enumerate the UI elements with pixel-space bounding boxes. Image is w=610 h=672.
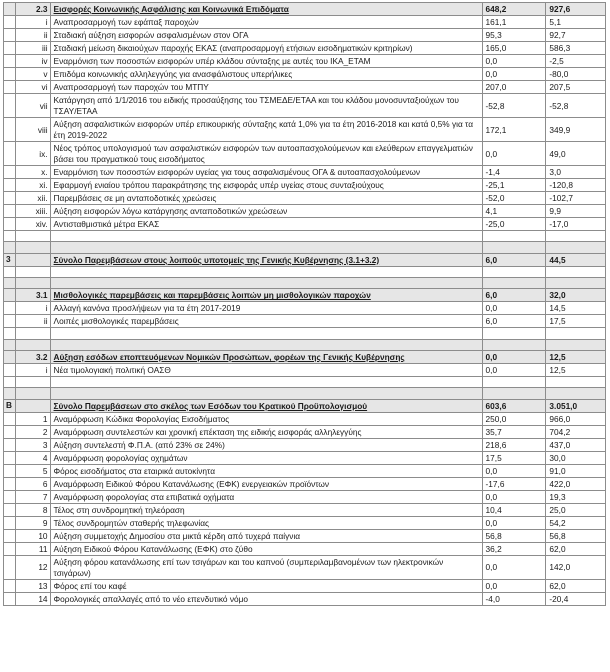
- value-total-cell: 12,5: [546, 364, 606, 377]
- value-total-cell: [546, 328, 606, 339]
- value-total-cell: 3.051,0: [546, 399, 606, 412]
- table-row: [4, 412, 606, 425]
- item-number-cell: i: [15, 16, 50, 29]
- item-number-cell: 9: [15, 516, 50, 529]
- table-row: [4, 118, 606, 142]
- item-number-cell: 14: [15, 592, 50, 605]
- budget-measures-sheet: [3, 2, 606, 606]
- value-total-cell: [546, 266, 606, 277]
- section-cell: [4, 179, 16, 192]
- description-cell: Κατάργηση από 1/1/2016 του ειδικής προσαύξησης του ΤΣΜΕΔΕ/ΕΤΑΑ και του κλάδου μονοσυνταξιούχων του ΤΣΑΥ/ΕΤΑΑ: [50, 94, 482, 118]
- value-2016-cell: 0,0: [482, 490, 546, 503]
- description-cell: Αναπροσαρμογή των εφάπαξ παροχών: [50, 16, 482, 29]
- description-cell: Εισφορές Κοινωνικής Ασφάλισης και Κοινωνικά Επιδόματα: [50, 3, 482, 16]
- item-number-cell: xiv.: [15, 218, 50, 231]
- section-cell: [4, 438, 16, 451]
- description-cell: Αναμόρφωση Ειδικού Φόρου Κατανάλωσης (ΕΦΚ) ενεργειακών προϊόντων: [50, 477, 482, 490]
- value-2016-cell: -52,0: [482, 192, 546, 205]
- value-total-cell: 56,8: [546, 529, 606, 542]
- value-2016-cell: [482, 278, 546, 289]
- section-cell: [4, 242, 16, 253]
- value-2016-cell: 207,0: [482, 81, 546, 94]
- description-cell: [50, 231, 482, 242]
- value-2016-cell: 165,0: [482, 42, 546, 55]
- section-cell: [4, 516, 16, 529]
- table-row: [4, 542, 606, 555]
- value-2016-cell: 6,0: [482, 289, 546, 302]
- description-cell: Αναμόρφωση συντελεστών και χρονική επέκταση της ειδικής εισφοράς αλληλεγγύης: [50, 425, 482, 438]
- table-row: [4, 579, 606, 592]
- item-number-cell: [15, 388, 50, 399]
- value-total-cell: 17,5: [546, 315, 606, 328]
- section-cell: [4, 477, 16, 490]
- section-cell: [4, 542, 16, 555]
- item-number-cell: i: [15, 302, 50, 315]
- section-cell: [4, 315, 16, 328]
- value-total-cell: 91,0: [546, 464, 606, 477]
- value-total-cell: 25,0: [546, 503, 606, 516]
- value-total-cell: 62,0: [546, 542, 606, 555]
- item-number-cell: 3.1: [15, 289, 50, 302]
- description-cell: Νέος τρόπος υπολογισμού των ασφαλιστικών εισφορών των αυτοαπασχολούμενων και ελεύθερων επαγγελματιών βάσει του πραγματικού τους εισοδήματος: [50, 142, 482, 166]
- value-total-cell: 927,6: [546, 3, 606, 16]
- item-number-cell: vii: [15, 94, 50, 118]
- value-total-cell: -102,7: [546, 192, 606, 205]
- section-cell: [4, 351, 16, 364]
- table-row: [4, 302, 606, 315]
- section-cell: [4, 68, 16, 81]
- item-number-cell: 6: [15, 477, 50, 490]
- value-2016-cell: 218,6: [482, 438, 546, 451]
- table-row: [4, 516, 606, 529]
- section-cell: B: [4, 399, 16, 412]
- value-2016-cell: 4,1: [482, 205, 546, 218]
- value-total-cell: 3,0: [546, 166, 606, 179]
- description-cell: Φόρος εισοδήματος στα εταιρικά αυτοκίνητα: [50, 464, 482, 477]
- value-2016-cell: -52,8: [482, 94, 546, 118]
- table-row: [4, 477, 606, 490]
- item-number-cell: [15, 231, 50, 242]
- table-body: [4, 3, 606, 606]
- section-cell: [4, 118, 16, 142]
- value-2016-cell: [482, 388, 546, 399]
- description-cell: Αλλαγή κανόνα προσλήψεων για τα έτη 2017-2019: [50, 302, 482, 315]
- value-total-cell: 142,0: [546, 555, 606, 579]
- value-total-cell: [546, 388, 606, 399]
- value-total-cell: 966,0: [546, 412, 606, 425]
- item-number-cell: 2: [15, 425, 50, 438]
- table-row: [4, 218, 606, 231]
- item-number-cell: iv: [15, 55, 50, 68]
- section-cell: [4, 3, 16, 16]
- section-header-row: [4, 3, 606, 16]
- value-2016-cell: -25,1: [482, 179, 546, 192]
- value-total-cell: [546, 242, 606, 253]
- value-2016-cell: -4,0: [482, 592, 546, 605]
- value-total-cell: 5,1: [546, 16, 606, 29]
- table-row: [4, 555, 606, 579]
- description-cell: Λοιπές μισθολογικές παρεμβάσεις: [50, 315, 482, 328]
- item-number-cell: ix.: [15, 142, 50, 166]
- item-number-cell: 1: [15, 412, 50, 425]
- value-2016-cell: [482, 339, 546, 350]
- section-cell: [4, 166, 16, 179]
- table-row: [4, 490, 606, 503]
- value-2016-cell: 6,0: [482, 315, 546, 328]
- table-row: [4, 142, 606, 166]
- description-cell: Αύξηση ασφαλιστικών εισφορών υπέρ επικουρικής σύνταξης κατά 1,0% για τα έτη 2016-2018 και κατά 0,5% για τα έτη 2019-2022: [50, 118, 482, 142]
- value-2016-cell: [482, 377, 546, 388]
- value-2016-cell: 0,0: [482, 55, 546, 68]
- value-total-cell: 92,7: [546, 29, 606, 42]
- item-number-cell: 12: [15, 555, 50, 579]
- value-2016-cell: 35,7: [482, 425, 546, 438]
- value-2016-cell: 0,0: [482, 351, 546, 364]
- item-number-cell: [15, 266, 50, 277]
- item-number-cell: viii: [15, 118, 50, 142]
- value-2016-cell: -25,0: [482, 218, 546, 231]
- table-row: [4, 42, 606, 55]
- value-2016-cell: 648,2: [482, 3, 546, 16]
- value-total-cell: -17,0: [546, 218, 606, 231]
- value-total-cell: 586,3: [546, 42, 606, 55]
- value-2016-cell: 172,1: [482, 118, 546, 142]
- value-2016-cell: 0,0: [482, 364, 546, 377]
- section-cell: [4, 42, 16, 55]
- value-total-cell: 349,9: [546, 118, 606, 142]
- value-total-cell: 12,5: [546, 351, 606, 364]
- section-cell: [4, 555, 16, 579]
- value-total-cell: 437,0: [546, 438, 606, 451]
- section-cell: [4, 339, 16, 350]
- description-cell: Σταδιακή αύξηση εισφορών ασφαλισμένων στον ΟΓΑ: [50, 29, 482, 42]
- section-cell: [4, 364, 16, 377]
- item-number-cell: xii.: [15, 192, 50, 205]
- section-cell: [4, 231, 16, 242]
- item-number-cell: [15, 339, 50, 350]
- description-cell: Παρεμβάσεις σε μη ανταποδοτικές χρεώσεις: [50, 192, 482, 205]
- spacer-row: [4, 377, 606, 388]
- blank-row: [4, 242, 606, 253]
- budget-measures-table: [3, 2, 606, 606]
- section-cell: [4, 192, 16, 205]
- table-row: [4, 364, 606, 377]
- table-row: [4, 464, 606, 477]
- value-total-cell: 207,5: [546, 81, 606, 94]
- value-2016-cell: [482, 242, 546, 253]
- section-cell: [4, 529, 16, 542]
- table-row: [4, 529, 606, 542]
- table-row: [4, 179, 606, 192]
- value-total-cell: [546, 231, 606, 242]
- section-cell: [4, 503, 16, 516]
- item-number-cell: vi: [15, 81, 50, 94]
- section-cell: [4, 302, 16, 315]
- description-cell: Αύξηση φόρου κατανάλωσης επί των τσιγάρων και του καπνού (συμπεριλαμβανομένων των ηλεκτρονικών τσιγάρων): [50, 555, 482, 579]
- value-2016-cell: 10,4: [482, 503, 546, 516]
- value-total-cell: [546, 339, 606, 350]
- value-total-cell: [546, 278, 606, 289]
- value-2016-cell: -17,6: [482, 477, 546, 490]
- value-total-cell: 9,9: [546, 205, 606, 218]
- section-cell: [4, 218, 16, 231]
- blank-row: [4, 388, 606, 399]
- section-cell: [4, 81, 16, 94]
- description-cell: Σύνολο Παρεμβάσεων στο σκέλος των Εσόδων του Κρατικού Προϋπολογισμού: [50, 399, 482, 412]
- value-total-cell: 30,0: [546, 451, 606, 464]
- item-number-cell: iii: [15, 42, 50, 55]
- value-2016-cell: 36,2: [482, 542, 546, 555]
- spacer-row: [4, 231, 606, 242]
- value-2016-cell: 250,0: [482, 412, 546, 425]
- value-total-cell: -80,0: [546, 68, 606, 81]
- value-total-cell: -120,8: [546, 179, 606, 192]
- description-cell: Τέλος συνδρομητών σταθερής τηλεφωνίας: [50, 516, 482, 529]
- value-2016-cell: 603,6: [482, 399, 546, 412]
- description-cell: [50, 266, 482, 277]
- description-cell: [50, 242, 482, 253]
- item-number-cell: i: [15, 364, 50, 377]
- description-cell: Αύξηση συμμετοχής Δημοσίου στα μικτά κέρδη από τυχερά παίγνια: [50, 529, 482, 542]
- blank-row: [4, 339, 606, 350]
- value-total-cell: 49,0: [546, 142, 606, 166]
- description-cell: Σταδιακή μείωση δικαιούχων παροχής ΕΚΑΣ (αναπροσαρμογή ετήσιων εισοδηματικών κριτηρίων): [50, 42, 482, 55]
- section-cell: [4, 142, 16, 166]
- value-2016-cell: 95,3: [482, 29, 546, 42]
- section-cell: [4, 266, 16, 277]
- value-total-cell: 14,5: [546, 302, 606, 315]
- section-cell: [4, 388, 16, 399]
- value-total-cell: 44,5: [546, 253, 606, 266]
- section-cell: [4, 425, 16, 438]
- description-cell: Μισθολογικές παρεμβάσεις και παρεμβάσεις λοιπών μη μισθολογικών παροχών: [50, 289, 482, 302]
- item-number-cell: 13: [15, 579, 50, 592]
- table-row: [4, 29, 606, 42]
- section-cell: [4, 29, 16, 42]
- description-cell: [50, 377, 482, 388]
- blank-row: [4, 278, 606, 289]
- table-row: [4, 503, 606, 516]
- table-row: [4, 438, 606, 451]
- value-2016-cell: 161,1: [482, 16, 546, 29]
- description-cell: [50, 339, 482, 350]
- value-2016-cell: 0,0: [482, 516, 546, 529]
- item-number-cell: xiii.: [15, 205, 50, 218]
- item-number-cell: v: [15, 68, 50, 81]
- value-2016-cell: 6,0: [482, 253, 546, 266]
- value-2016-cell: 0,0: [482, 142, 546, 166]
- section-header-row: [4, 289, 606, 302]
- spacer-row: [4, 328, 606, 339]
- table-row: [4, 592, 606, 605]
- section-cell: 3: [4, 253, 16, 266]
- value-2016-cell: 0,0: [482, 302, 546, 315]
- value-2016-cell: 0,0: [482, 555, 546, 579]
- section-cell: [4, 55, 16, 68]
- table-row: [4, 81, 606, 94]
- item-number-cell: 2.3: [15, 3, 50, 16]
- value-total-cell: 62,0: [546, 579, 606, 592]
- value-2016-cell: 0,0: [482, 68, 546, 81]
- item-number-cell: 4: [15, 451, 50, 464]
- value-2016-cell: 0,0: [482, 464, 546, 477]
- description-cell: Εναρμόνιση των ποσοστών εισφορών υγείας για τους ασφαλισμένους ΟΓΑ & αυτοαπασχολούμενων: [50, 166, 482, 179]
- item-number-cell: [15, 253, 50, 266]
- section-cell: [4, 94, 16, 118]
- section-cell: [4, 579, 16, 592]
- description-cell: Αύξηση συντελεστή Φ.Π.Α. (από 23% σε 24%): [50, 438, 482, 451]
- item-number-cell: x.: [15, 166, 50, 179]
- section-cell: [4, 451, 16, 464]
- value-total-cell: 19,3: [546, 490, 606, 503]
- table-row: [4, 192, 606, 205]
- section-cell: [4, 592, 16, 605]
- item-number-cell: 10: [15, 529, 50, 542]
- item-number-cell: 3.2: [15, 351, 50, 364]
- value-total-cell: -2,5: [546, 55, 606, 68]
- section-header-row: [4, 253, 606, 266]
- section-cell: [4, 328, 16, 339]
- table-row: [4, 425, 606, 438]
- description-cell: Αναπροσαρμογή των παροχών του ΜΤΠΥ: [50, 81, 482, 94]
- section-cell: [4, 490, 16, 503]
- item-number-cell: [15, 328, 50, 339]
- item-number-cell: [15, 242, 50, 253]
- table-row: [4, 315, 606, 328]
- value-total-cell: [546, 377, 606, 388]
- item-number-cell: ii: [15, 29, 50, 42]
- value-2016-cell: 17,5: [482, 451, 546, 464]
- item-number-cell: 5: [15, 464, 50, 477]
- value-2016-cell: 0,0: [482, 579, 546, 592]
- section-header-row: [4, 351, 606, 364]
- description-cell: Αντισταθμιστικά μέτρα ΕΚΑΣ: [50, 218, 482, 231]
- description-cell: Αναμόρφωση Κώδικα Φορολογίας Εισοδήματος: [50, 412, 482, 425]
- table-row: [4, 55, 606, 68]
- description-cell: Εναρμόνιση των ποσοστών εισφορών υπέρ κλάδου σύνταξης με αυτές του ΙΚΑ_ΕΤΑΜ: [50, 55, 482, 68]
- item-number-cell: ii: [15, 315, 50, 328]
- value-total-cell: 422,0: [546, 477, 606, 490]
- item-number-cell: [15, 377, 50, 388]
- description-cell: Αναμόρφωση φορολογίας οχημάτων: [50, 451, 482, 464]
- item-number-cell: 8: [15, 503, 50, 516]
- description-cell: Εφαρμογή ενιαίου τρόπου παρακράτησης της εισφοράς υπέρ υγείας στους συνταξιούχους: [50, 179, 482, 192]
- value-total-cell: 32,0: [546, 289, 606, 302]
- value-total-cell: 704,2: [546, 425, 606, 438]
- section-cell: [4, 464, 16, 477]
- description-cell: Φορολογικές απαλλαγές από το νέο επενδυτικό νόμο: [50, 592, 482, 605]
- table-row: [4, 451, 606, 464]
- section-cell: [4, 412, 16, 425]
- value-2016-cell: -1,4: [482, 166, 546, 179]
- description-cell: [50, 278, 482, 289]
- description-cell: Σύνολο Παρεμβάσεων στους λοιπούς υποτομείς της Γενικής Κυβέρνησης (3.1+3.2): [50, 253, 482, 266]
- section-cell: [4, 16, 16, 29]
- item-number-cell: 3: [15, 438, 50, 451]
- spacer-row: [4, 266, 606, 277]
- table-row: [4, 68, 606, 81]
- section-cell: [4, 289, 16, 302]
- description-cell: Επιδόμα κοινωνικής αλληλεγγύης για ανασφάλιστους υπερήλικες: [50, 68, 482, 81]
- section-cell: [4, 205, 16, 218]
- description-cell: [50, 328, 482, 339]
- item-number-cell: 11: [15, 542, 50, 555]
- value-total-cell: 54,2: [546, 516, 606, 529]
- table-row: [4, 205, 606, 218]
- description-cell: Νέα τιμολογιακή πολιτική ΟΑΣΘ: [50, 364, 482, 377]
- description-cell: Αύξηση Ειδικού Φόρου Κατανάλωσης (ΕΦΚ) στο ζύθο: [50, 542, 482, 555]
- value-2016-cell: [482, 328, 546, 339]
- table-row: [4, 166, 606, 179]
- description-cell: Αναμόρφωση φορολογίας στα επιβατικά οχήματα: [50, 490, 482, 503]
- table-row: [4, 94, 606, 118]
- value-total-cell: -20,4: [546, 592, 606, 605]
- section-header-row: [4, 399, 606, 412]
- description-cell: [50, 388, 482, 399]
- item-number-cell: xi.: [15, 179, 50, 192]
- table-row: [4, 16, 606, 29]
- section-cell: [4, 377, 16, 388]
- description-cell: Φόρος επί του καφέ: [50, 579, 482, 592]
- value-2016-cell: 56,8: [482, 529, 546, 542]
- value-2016-cell: [482, 266, 546, 277]
- item-number-cell: [15, 399, 50, 412]
- value-total-cell: -52,8: [546, 94, 606, 118]
- description-cell: Τέλος στη συνδρομητική τηλεόραση: [50, 503, 482, 516]
- value-2016-cell: [482, 231, 546, 242]
- section-cell: [4, 278, 16, 289]
- item-number-cell: [15, 278, 50, 289]
- description-cell: Αύξηση εισφορών λόγω κατάργησης ανταποδοτικών χρεώσεων: [50, 205, 482, 218]
- item-number-cell: 7: [15, 490, 50, 503]
- description-cell: Αύξηση εσόδων εποπτευόμενων Νομικών Προσώπων, φορέων της Γενικής Κυβέρνησης: [50, 351, 482, 364]
